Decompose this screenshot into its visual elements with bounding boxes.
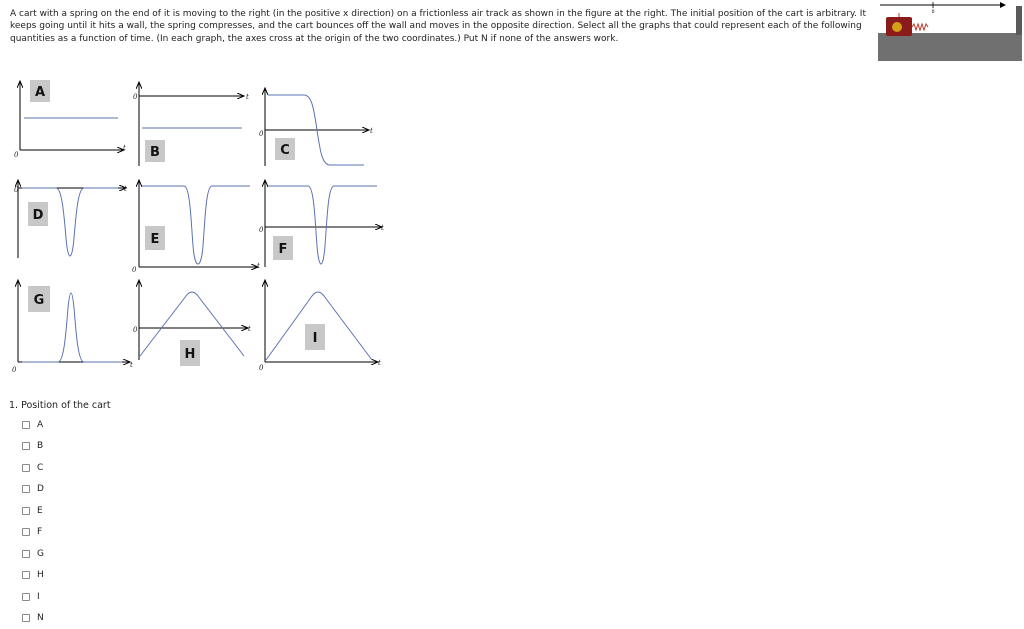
choice-list: [22, 414, 44, 629]
graph-f-label: F: [279, 242, 288, 257]
sub-question-title: 1. Position of the cart: [9, 400, 111, 411]
graph-f-t-label: t: [381, 224, 384, 232]
choice-d-label: D: [37, 484, 44, 494]
graph-b-t-label: t: [246, 93, 249, 101]
graph-a-origin: 0: [14, 151, 19, 159]
choice-f-checkbox[interactable]: [22, 528, 30, 536]
choice-n[interactable]: [22, 608, 44, 629]
choice-a[interactable]: [22, 414, 44, 436]
graph-e-origin: 0: [132, 266, 137, 274]
graph-i-label: I: [313, 331, 318, 346]
graph-i-origin: 0: [259, 364, 264, 372]
choice-b[interactable]: [22, 436, 44, 458]
graph-e-curve: [142, 186, 250, 264]
graph-a: [14, 80, 126, 159]
graph-g-t-label: t: [130, 361, 133, 369]
choice-e-checkbox[interactable]: [22, 507, 30, 515]
graph-c-origin: 0: [259, 130, 264, 138]
choice-h[interactable]: [22, 565, 44, 587]
graph-b: [133, 82, 249, 166]
cart-track-figure: [876, 0, 1024, 64]
graph-a-t-label: t: [123, 144, 126, 152]
graph-c-label: C: [280, 143, 290, 158]
graph-b-label: B: [150, 145, 160, 160]
graph-a-label: A: [35, 85, 45, 100]
choice-c[interactable]: [22, 457, 44, 479]
graph-h-origin: 0: [133, 326, 138, 334]
graph-f: [259, 180, 384, 267]
choice-h-checkbox[interactable]: [22, 571, 30, 579]
question-text: A cart with a spring on the end of it is moving to the right (in the positive x direction) on a frictionless air track as shown in the figure at the right. The initial position of the cart is arbitrary. It keeps going until it hits a wall, the spring compresses, and the cart bounces off the wall and moves in the opposite direction. Select all the graphs that could represent each of the following quantities as a function of time. (In each graph, the axes cross at the origin of the two coordinates.) Put N if none of the answers work.: [10, 8, 872, 45]
choice-e[interactable]: [22, 500, 44, 522]
choice-g-checkbox[interactable]: [22, 550, 30, 558]
choice-n-checkbox[interactable]: [22, 614, 30, 622]
choice-c-checkbox[interactable]: [22, 464, 30, 472]
graph-e-label: E: [151, 232, 160, 247]
origin-label: 0: [932, 9, 935, 15]
graph-f-origin: 0: [259, 226, 264, 234]
graph-c-t-label: t: [370, 127, 373, 135]
graph-e: [132, 180, 260, 274]
choice-d-checkbox[interactable]: [22, 485, 30, 493]
graph-g-origin: 0: [12, 366, 17, 374]
graph-i-t-label: t: [378, 359, 381, 367]
graph-i: [259, 280, 381, 372]
choice-a-checkbox[interactable]: [22, 421, 30, 429]
choice-f-label: F: [37, 527, 42, 537]
choice-h-label: H: [37, 570, 44, 580]
graph-d-t-label: t: [124, 185, 127, 193]
graph-h-label: H: [185, 347, 196, 362]
spring: [912, 24, 928, 30]
graph-d-origin: 0: [14, 186, 19, 194]
graph-c: [259, 88, 373, 166]
choice-b-label: B: [37, 441, 43, 451]
choice-n-label: N: [37, 613, 44, 623]
graph-d: [14, 180, 127, 258]
choice-c-label: C: [37, 463, 43, 473]
graph-e-t-label: t: [257, 262, 260, 270]
wall: [1016, 6, 1022, 35]
choice-e-label: E: [37, 506, 43, 516]
graph-g-label: G: [34, 293, 45, 308]
graph-g: [12, 280, 133, 374]
choice-i[interactable]: [22, 586, 44, 608]
choice-i-label: I: [37, 592, 40, 602]
choice-i-checkbox[interactable]: [22, 593, 30, 601]
x-axis-arrow: [1000, 2, 1006, 8]
choice-f[interactable]: [22, 522, 44, 544]
air-track: [878, 33, 1022, 61]
choice-d[interactable]: [22, 479, 44, 501]
graph-h-t-label: t: [248, 325, 251, 333]
graph-h: [133, 280, 251, 366]
choice-g-label: G: [37, 549, 44, 559]
choice-b-checkbox[interactable]: [22, 442, 30, 450]
cart-wheel-icon: [892, 22, 902, 32]
graph-grid: [0, 70, 400, 380]
choice-a-label: A: [37, 420, 43, 430]
graph-b-origin: 0: [133, 93, 138, 101]
choice-g[interactable]: [22, 543, 44, 565]
graph-d-label: D: [33, 208, 44, 223]
